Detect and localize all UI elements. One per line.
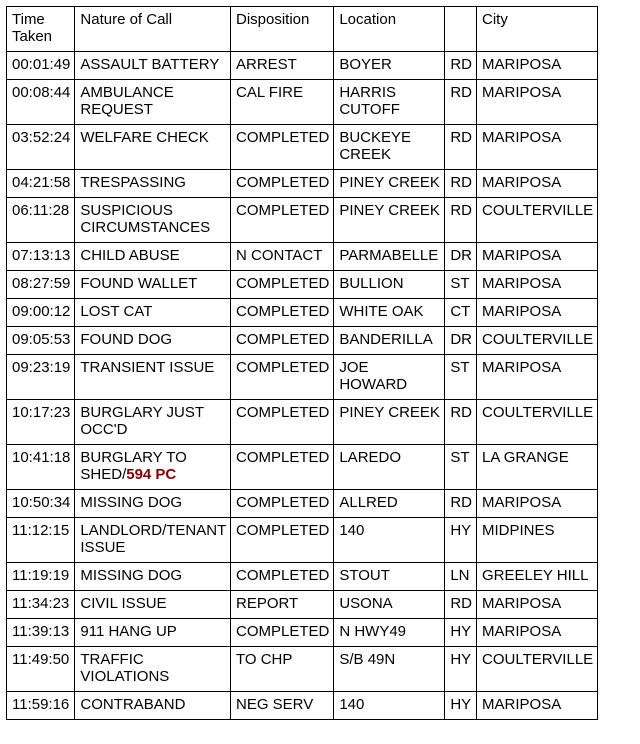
cell-time (7, 52, 75, 80)
table-row (7, 619, 598, 647)
cell-location (334, 692, 445, 720)
cell-suffix (445, 490, 477, 518)
cell-city (477, 299, 598, 327)
table-row (7, 125, 598, 170)
cell-location (334, 170, 445, 198)
cell-city (477, 243, 598, 271)
cell-nature-text: MISSING DOG (80, 494, 183, 511)
table-row (7, 52, 598, 80)
cell-city (477, 647, 598, 692)
cell-time-text: 08:27:59 (12, 275, 71, 292)
cell-suffix-text: ST (450, 275, 470, 292)
cell-disposition (230, 445, 333, 490)
cell-city (477, 271, 598, 299)
cell-suffix-text: LN (450, 567, 470, 584)
cell-suffix (445, 692, 477, 720)
cell-location (334, 271, 445, 299)
cell-disposition-text: REPORT (235, 595, 299, 612)
cell-location-text: USONA (339, 595, 393, 612)
cell-disposition-text: COMPLETED (235, 522, 330, 539)
cell-nature (75, 80, 231, 125)
cell-location (334, 619, 445, 647)
cell-disposition (230, 355, 333, 400)
cell-nature (75, 299, 231, 327)
cell-disposition-text: COMPLETED (235, 129, 330, 146)
cell-location-text: BUCKEYE CREEK (339, 129, 412, 163)
cell-time (7, 271, 75, 299)
table-row (7, 445, 598, 490)
cell-disposition-text: COMPLETED (235, 202, 330, 219)
cell-disposition (230, 619, 333, 647)
cell-city-text: MARIPOSA (482, 275, 562, 292)
cell-location-text: HARRIS CUTOFF (339, 84, 400, 118)
cell-nature-text: FOUND DOG (80, 331, 173, 348)
cell-suffix-text: DR (450, 331, 473, 348)
cell-disposition-text: N CONTACT (235, 247, 323, 264)
header-nature: Nature of Call (75, 7, 231, 52)
cell-time-text: 10:17:23 (12, 404, 71, 421)
cell-nature (75, 198, 231, 243)
cell-disposition-text: COMPLETED (235, 404, 330, 421)
cell-city-text: MARIPOSA (482, 623, 562, 640)
cell-city-text: MARIPOSA (482, 359, 562, 376)
table-row (7, 518, 598, 563)
cell-location (334, 327, 445, 355)
cell-suffix (445, 327, 477, 355)
cell-nature-text: WELFARE CHECK (80, 129, 209, 146)
cell-city (477, 619, 598, 647)
cell-nature-text: LOST CAT (80, 303, 153, 320)
cell-nature-text: CHILD ABUSE (80, 247, 180, 264)
table-row (7, 647, 598, 692)
cell-suffix (445, 125, 477, 170)
header-city: City (477, 7, 598, 52)
cell-nature-text: AMBULANCE REQUEST (80, 84, 174, 118)
cell-time-text: 07:13:13 (12, 247, 71, 264)
cell-suffix (445, 355, 477, 400)
cell-location-text: JOE HOWARD (339, 359, 408, 393)
cell-nature-text: TRANSIENT ISSUE (80, 359, 215, 376)
cell-location-text: S/B 49N (339, 651, 396, 668)
cell-disposition-text: COMPLETED (235, 303, 330, 320)
cell-disposition-text: ARREST (235, 56, 297, 73)
header-row (7, 7, 598, 52)
cell-nature (75, 400, 231, 445)
cell-city-text: MARIPOSA (482, 56, 562, 73)
call-log (6, 6, 598, 720)
cell-suffix (445, 243, 477, 271)
cell-nature (75, 591, 231, 619)
cell-city (477, 692, 598, 720)
cell-time-text: 09:05:53 (12, 331, 71, 348)
cell-disposition (230, 125, 333, 170)
cell-city-text: COULTERVILLE (482, 202, 594, 219)
cell-city (477, 327, 598, 355)
cell-disposition (230, 563, 333, 591)
cell-disposition (230, 299, 333, 327)
cell-location (334, 198, 445, 243)
cell-suffix-text: RD (450, 494, 473, 511)
cell-nature (75, 327, 231, 355)
cell-disposition-text: COMPLETED (235, 275, 330, 292)
cell-nature (75, 647, 231, 692)
table-row (7, 299, 598, 327)
table-row (7, 198, 598, 243)
cell-time-text: 04:21:58 (12, 174, 71, 191)
cell-nature-text: ASSAULT BATTERY (80, 56, 220, 73)
cell-time (7, 125, 75, 170)
cell-suffix (445, 400, 477, 445)
header-suffix (445, 7, 477, 52)
cell-nature-text: 911 HANG UP (80, 623, 177, 640)
cell-nature (75, 445, 231, 490)
cell-location (334, 299, 445, 327)
penal-code: 594 PC (126, 466, 177, 483)
table-row (7, 80, 598, 125)
cell-city (477, 125, 598, 170)
table-row (7, 692, 598, 720)
cell-disposition (230, 170, 333, 198)
cell-time (7, 591, 75, 619)
cell-city-text: MARIPOSA (482, 595, 562, 612)
cell-city-text: COULTERVILLE (482, 331, 594, 348)
cell-disposition-text: CAL FIRE (235, 84, 303, 101)
cell-time (7, 647, 75, 692)
cell-nature (75, 563, 231, 591)
cell-time-text: 10:50:34 (12, 494, 71, 511)
cell-city-text: MARIPOSA (482, 303, 562, 320)
cell-time-text: 11:19:19 (12, 567, 70, 584)
cell-disposition (230, 490, 333, 518)
cell-nature (75, 243, 231, 271)
cell-location (334, 591, 445, 619)
cell-time-text: 11:49:50 (12, 651, 70, 668)
cell-suffix-text: RD (450, 202, 473, 219)
cell-nature-text: CONTRABAND (80, 696, 186, 713)
cell-time (7, 243, 75, 271)
cell-time-text: 11:12:15 (12, 522, 70, 539)
header-time: Time Taken (7, 7, 75, 52)
cell-location-text: BOYER (339, 56, 392, 73)
cell-location-text: WHITE OAK (339, 303, 424, 320)
cell-suffix-text: RD (450, 84, 473, 101)
cell-disposition (230, 518, 333, 563)
cell-suffix-text: DR (450, 247, 473, 264)
cell-city-text: GREELEY HILL (482, 567, 589, 584)
cell-disposition (230, 198, 333, 243)
cell-suffix (445, 647, 477, 692)
cell-suffix (445, 445, 477, 490)
cell-time (7, 619, 75, 647)
cell-disposition-text: COMPLETED (235, 359, 330, 376)
cell-disposition (230, 271, 333, 299)
cell-disposition (230, 591, 333, 619)
header-disposition: Disposition (230, 7, 333, 52)
cell-suffix (445, 52, 477, 80)
cell-location-text: STOUT (339, 567, 390, 584)
cell-city-text: MARIPOSA (482, 696, 562, 713)
cell-city (477, 563, 598, 591)
table-row (7, 490, 598, 518)
table-row (7, 243, 598, 271)
cell-disposition (230, 400, 333, 445)
cell-city-text: COULTERVILLE (482, 651, 594, 668)
table-row (7, 355, 598, 400)
table-row (7, 327, 598, 355)
cell-time (7, 170, 75, 198)
cell-city-text: MARIPOSA (482, 84, 562, 101)
cell-city-text: LA GRANGE (482, 449, 569, 466)
cell-city (477, 591, 598, 619)
cell-city (477, 170, 598, 198)
cell-suffix-text: RD (450, 56, 473, 73)
cell-suffix (445, 591, 477, 619)
cell-city (477, 80, 598, 125)
cell-disposition-text: TO CHP (235, 651, 293, 668)
cell-nature-text: MISSING DOG (80, 567, 183, 584)
table-row (7, 170, 598, 198)
cell-nature-text: FOUND WALLET (80, 275, 198, 292)
cell-disposition-text: NEG SERV (235, 696, 314, 713)
cell-location (334, 52, 445, 80)
cell-nature (75, 355, 231, 400)
cell-time (7, 198, 75, 243)
cell-time-text: 11:59:16 (12, 696, 70, 713)
cell-nature (75, 692, 231, 720)
cell-time-text: 03:52:24 (12, 129, 71, 146)
cell-time-text: 09:23:19 (12, 359, 71, 376)
cell-time-text: 09:00:12 (12, 303, 71, 320)
cell-nature-text: LANDLORD/TENANT ISSUE (80, 522, 226, 556)
cell-suffix-text: HY (450, 651, 472, 668)
cell-time-text: 11:34:23 (12, 595, 70, 612)
cell-time (7, 518, 75, 563)
cell-location (334, 518, 445, 563)
cell-disposition (230, 80, 333, 125)
cell-nature-text: TRESPASSING (80, 174, 186, 191)
cell-nature-text: CIVIL ISSUE (80, 595, 167, 612)
table-row (7, 563, 598, 591)
cell-nature-text: BURGLARY TO SHED/ (80, 449, 187, 483)
cell-location-text: N HWY49 (339, 623, 407, 640)
cell-suffix (445, 170, 477, 198)
cell-suffix-text: HY (450, 522, 472, 539)
cell-location-text: 140 (339, 522, 365, 539)
cell-time (7, 80, 75, 125)
cell-city (477, 445, 598, 490)
cell-suffix (445, 518, 477, 563)
cell-time-text: 10:41:18 (12, 449, 71, 466)
cell-disposition (230, 647, 333, 692)
cell-city-text: MARIPOSA (482, 247, 562, 264)
cell-time-text: 06:11:28 (12, 202, 70, 219)
header-location: Location (334, 7, 445, 52)
cell-location-text: LAREDO (339, 449, 402, 466)
cell-location (334, 647, 445, 692)
cell-nature (75, 52, 231, 80)
cell-time (7, 327, 75, 355)
cell-time-text: 00:01:49 (12, 56, 71, 73)
cell-nature-text: TRAFFIC VIOLATIONS (80, 651, 170, 685)
cell-time (7, 400, 75, 445)
cell-location-text: PINEY CREEK (339, 174, 440, 191)
cell-nature (75, 518, 231, 563)
cell-suffix-text: HY (450, 623, 472, 640)
cell-disposition (230, 243, 333, 271)
cell-location (334, 80, 445, 125)
cell-location-text: ALLRED (339, 494, 398, 511)
cell-disposition-text: COMPLETED (235, 494, 330, 511)
cell-city (477, 52, 598, 80)
cell-suffix-text: RD (450, 129, 473, 146)
cell-suffix (445, 80, 477, 125)
cell-suffix (445, 198, 477, 243)
cell-suffix-text: HY (450, 696, 472, 713)
table-row (7, 591, 598, 619)
cell-location-text: PINEY CREEK (339, 202, 440, 219)
table-row (7, 271, 598, 299)
cell-suffix (445, 271, 477, 299)
cell-suffix (445, 563, 477, 591)
cell-disposition-text: COMPLETED (235, 567, 330, 584)
cell-disposition-text: COMPLETED (235, 449, 330, 466)
cell-city (477, 198, 598, 243)
cell-location (334, 563, 445, 591)
cell-disposition-text: COMPLETED (235, 623, 330, 640)
cell-nature (75, 125, 231, 170)
cell-nature-text: BURGLARY JUST OCC'D (80, 404, 204, 438)
cell-location (334, 243, 445, 271)
cell-time (7, 490, 75, 518)
cell-location (334, 490, 445, 518)
cell-location (334, 355, 445, 400)
cell-location (334, 400, 445, 445)
cell-suffix-text: RD (450, 595, 473, 612)
cell-city-text: MIDPINES (482, 522, 555, 539)
cell-city-text: MARIPOSA (482, 494, 562, 511)
cell-suffix-text: CT (450, 303, 471, 320)
cell-time (7, 692, 75, 720)
cell-city (477, 518, 598, 563)
cell-nature-text: SUSPICIOUS CIRCUMSTANCES (80, 202, 211, 236)
cell-location-text: BULLION (339, 275, 404, 292)
cell-suffix-text: RD (450, 174, 473, 191)
cell-city-text: MARIPOSA (482, 129, 562, 146)
cell-nature (75, 170, 231, 198)
cell-disposition (230, 52, 333, 80)
cell-location-text: PINEY CREEK (339, 404, 440, 421)
cell-time (7, 299, 75, 327)
cell-disposition-text: COMPLETED (235, 174, 330, 191)
cell-suffix (445, 299, 477, 327)
cell-time (7, 355, 75, 400)
cell-city (477, 490, 598, 518)
cell-suffix-text: ST (450, 449, 470, 466)
cell-location (334, 125, 445, 170)
call-log-table (6, 6, 598, 720)
cell-time-text: 00:08:44 (12, 84, 71, 101)
cell-location-text: 140 (339, 696, 365, 713)
cell-suffix-text: ST (450, 359, 470, 376)
table-row (7, 400, 598, 445)
cell-disposition (230, 327, 333, 355)
cell-city (477, 400, 598, 445)
cell-disposition (230, 692, 333, 720)
cell-nature (75, 490, 231, 518)
cell-nature (75, 271, 231, 299)
cell-time-text: 11:39:13 (12, 623, 70, 640)
cell-location-text: PARMABELLE (339, 247, 439, 264)
cell-nature (75, 619, 231, 647)
cell-location-text: BANDERILLA (339, 331, 433, 348)
cell-suffix (445, 619, 477, 647)
cell-city-text: MARIPOSA (482, 174, 562, 191)
cell-location (334, 445, 445, 490)
cell-time (7, 445, 75, 490)
cell-city (477, 355, 598, 400)
cell-city-text: COULTERVILLE (482, 404, 594, 421)
cell-time (7, 563, 75, 591)
cell-suffix-text: RD (450, 404, 473, 421)
cell-disposition-text: COMPLETED (235, 331, 330, 348)
